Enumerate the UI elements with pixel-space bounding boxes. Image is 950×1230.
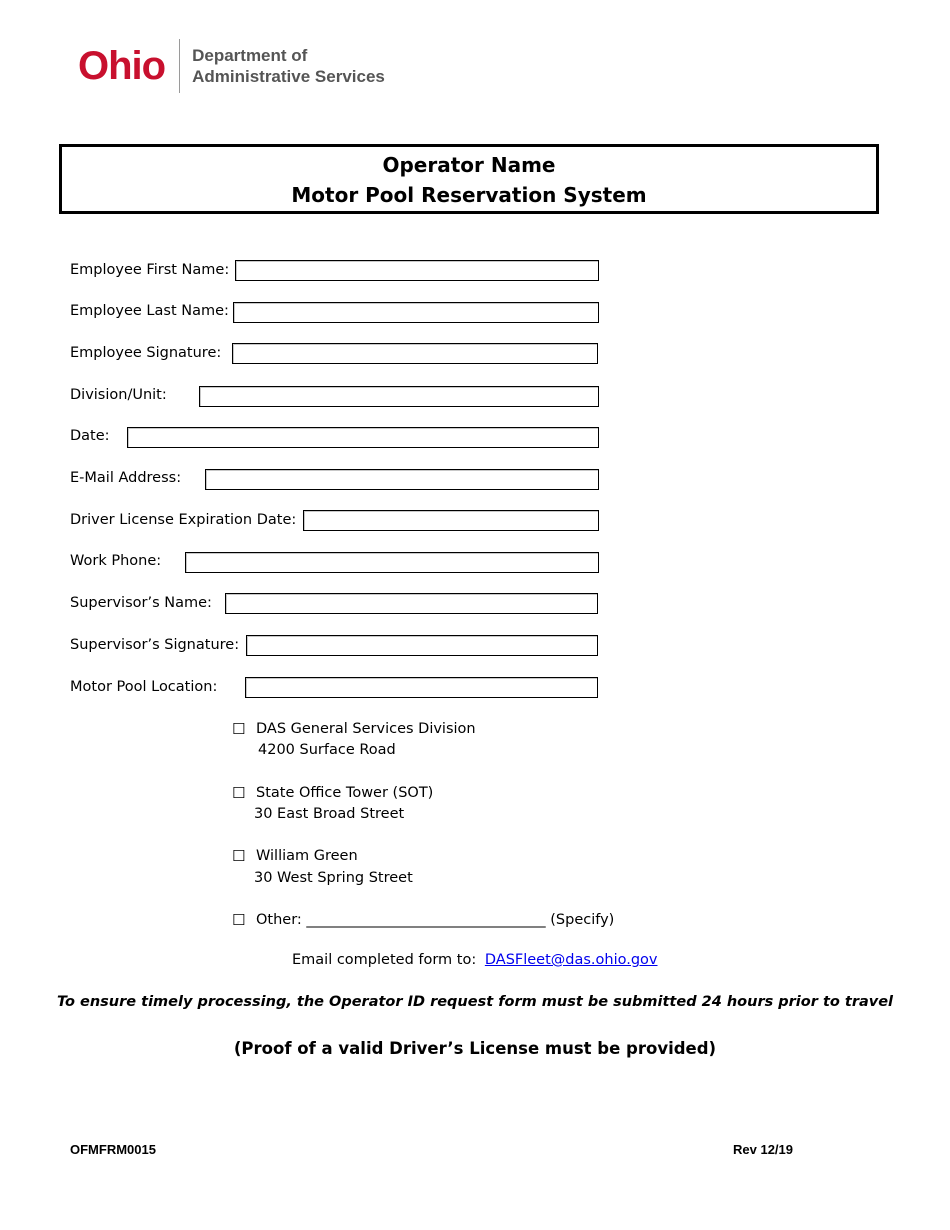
work-phone-label: Work Phone: (70, 553, 162, 569)
email-instruction (292, 952, 658, 968)
form-title: Operator Name (382, 153, 556, 177)
form-title-box (59, 144, 879, 214)
other-checkbox[interactable]: ☐ (232, 911, 246, 929)
supervisor-signature-field[interactable] (246, 635, 598, 656)
email-instruction-text: Email completed form to: (292, 952, 477, 968)
other-specify-line[interactable]: Other: _________________________________ (Specify) (256, 912, 615, 928)
employee-first-name-label: Employee First Name: (70, 262, 230, 278)
department-name (192, 45, 385, 87)
motor-pool-location-label: Motor Pool Location: (70, 679, 218, 695)
das-fleet-email-link[interactable]: DASFleet@das.ohio.gov (484, 952, 658, 968)
date-label: Date: (70, 428, 110, 444)
date-field[interactable] (127, 427, 599, 448)
sot-checkbox[interactable]: ☐ (232, 784, 246, 802)
supervisor-name-label: Supervisor’s Name: (70, 595, 212, 611)
william-green-name: William Green (256, 848, 358, 864)
supervisor-name-field[interactable] (225, 593, 598, 614)
work-phone-field[interactable] (185, 552, 599, 573)
form-revision: Rev 12/19 (733, 1142, 793, 1157)
division-unit-label: Division/Unit: (70, 387, 167, 403)
timely-processing-notice: To ensure timely processing, the Operator ID request form must be submitted 24 hours prior to travel (56, 994, 894, 1010)
sot-name: State Office Tower (SOT) (256, 785, 434, 801)
employee-signature-field[interactable] (232, 343, 598, 364)
employee-signature-label: Employee Signature: (70, 345, 222, 361)
employee-last-name-label: Employee Last Name: (70, 303, 229, 319)
employee-first-name-field[interactable] (235, 260, 599, 281)
proof-of-license-notice: (Proof of a valid Driver’s License must be provided) (233, 1039, 717, 1058)
logo-divider (179, 39, 180, 93)
sot-address: 30 East Broad Street (254, 806, 405, 822)
ohio-das-logo (78, 38, 385, 94)
department-line-1: Department of (192, 46, 308, 65)
email-address-field[interactable] (205, 469, 599, 490)
form-id: OFMFRM0015 (70, 1142, 156, 1157)
driver-license-expiration-label: Driver License Expiration Date: (70, 512, 297, 528)
william-green-checkbox[interactable]: ☐ (232, 847, 246, 865)
email-address-label: E-Mail Address: (70, 470, 182, 486)
division-unit-field[interactable] (199, 386, 599, 407)
supervisor-signature-label: Supervisor’s Signature: (70, 637, 240, 653)
das-gsd-checkbox[interactable]: ☐ (232, 720, 246, 738)
motor-pool-location-field[interactable] (245, 677, 598, 698)
ohio-logo-text: Ohio (78, 44, 166, 88)
department-line-2: Administrative Services (192, 67, 385, 86)
employee-last-name-field[interactable] (233, 302, 599, 323)
das-gsd-address: 4200 Surface Road (258, 742, 396, 758)
das-gsd-name: DAS General Services Division (256, 721, 476, 737)
william-green-address: 30 West Spring Street (254, 870, 413, 886)
form-subtitle: Motor Pool Reservation System (291, 183, 647, 207)
driver-license-expiration-field[interactable] (303, 510, 599, 531)
